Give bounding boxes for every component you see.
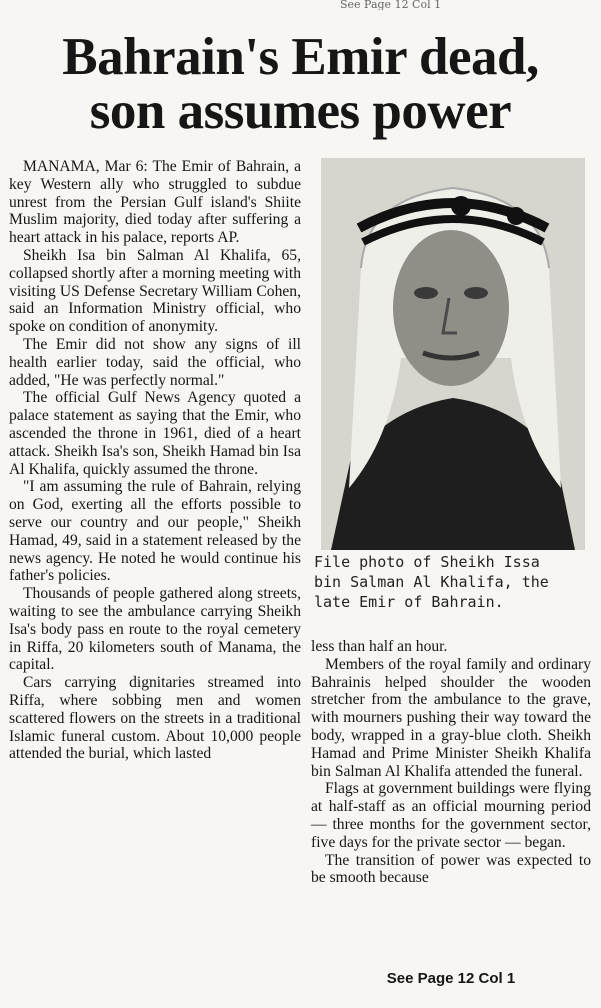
paragraph: Thousands of people gathered along streets, waiting to see the ambulance carrying Sheikh Isa's body pass en route to the royal cemetery in Riffa, 20 kilometers south of Manama, the capital.: [9, 585, 301, 674]
paragraph: Members of the royal family and ordinary Bahrainis helped shoulder the wooden stretcher from the ambulance to the grave, with mourners pushing their way toward the body, wrapped in a gray-blue cloth. Sheikh Hamad and Prime Minister Sheikh Khalifa bin Salman Al Khalifa attended the funeral.: [311, 655, 591, 780]
headline-line-1: Bahrain's Emir dead,: [62, 28, 539, 86]
paragraph: less than half an hour.: [311, 638, 448, 655]
headline-line-2: son assumes power: [89, 82, 512, 140]
caption-line-2: bin Salman Al Khalifa, the: [314, 573, 549, 591]
paragraph: The transition of power was expected to be smooth because: [311, 851, 591, 887]
paragraph: Sheikh Isa bin Salman Al Khalifa, 65, collapsed shortly after a morning meeting with visiting US Defense Secretary William Cohen, said an Information Ministry official, who spoke on condition of anonymity.: [9, 246, 301, 336]
paragraph: MANAMA, Mar 6: The Emir of Bahrain, a key Western ally who struggled to subdue unrest from the Persian Gulf island's Shiite Muslim majority, died today after suffering a heart attack in his palace, reports AP.: [9, 158, 301, 247]
emir-portrait-illustration: [321, 158, 585, 550]
paragraph: The Emir did not show any signs of ill health earlier today, said the official, who added, "He was perfectly normal.": [9, 335, 301, 389]
continued-on-page-link[interactable]: See Page 12 Col 1: [386, 970, 516, 987]
paragraph: Cars carrying dignitaries streamed into Riffa, where sobbing men and women scattered flowers on the streets in a traditional Islamic funeral custom. About 10,000 people attended the burial, which lasted: [9, 674, 301, 763]
caption-line-3: late Emir of Bahrain.: [314, 593, 504, 611]
emir-photo: [321, 158, 585, 550]
continuation-note: See Page 12 Col 1: [340, 0, 442, 10]
paragraph: The official Gulf News Agency quoted a palace statement as saying that the Emir, who ascended the throne in 1961, died of a heart attack. Sheikh Isa's son, Sheikh Hamad bin Isa Al Khalifa, quickly assumed the throne.: [9, 389, 301, 478]
headline: [8, 30, 593, 138]
photo-caption: [314, 552, 596, 612]
paragraph: Flags at government buildings were flying at half-staff as an official mourning period — three months for the government sector, five days for the private sector — began.: [311, 780, 591, 851]
paragraph: "I am assuming the rule of Bahrain, relying on God, exerting all the efforts possible to serve our country and our people," Sheikh Hamad, 49, said in a statement released by the news agency. He noted he would continue his father's policies.: [9, 478, 301, 585]
caption-line-1: File photo of Sheikh Issa: [314, 553, 540, 571]
article-column-1: [9, 158, 301, 763]
article-column-2: [311, 638, 591, 887]
